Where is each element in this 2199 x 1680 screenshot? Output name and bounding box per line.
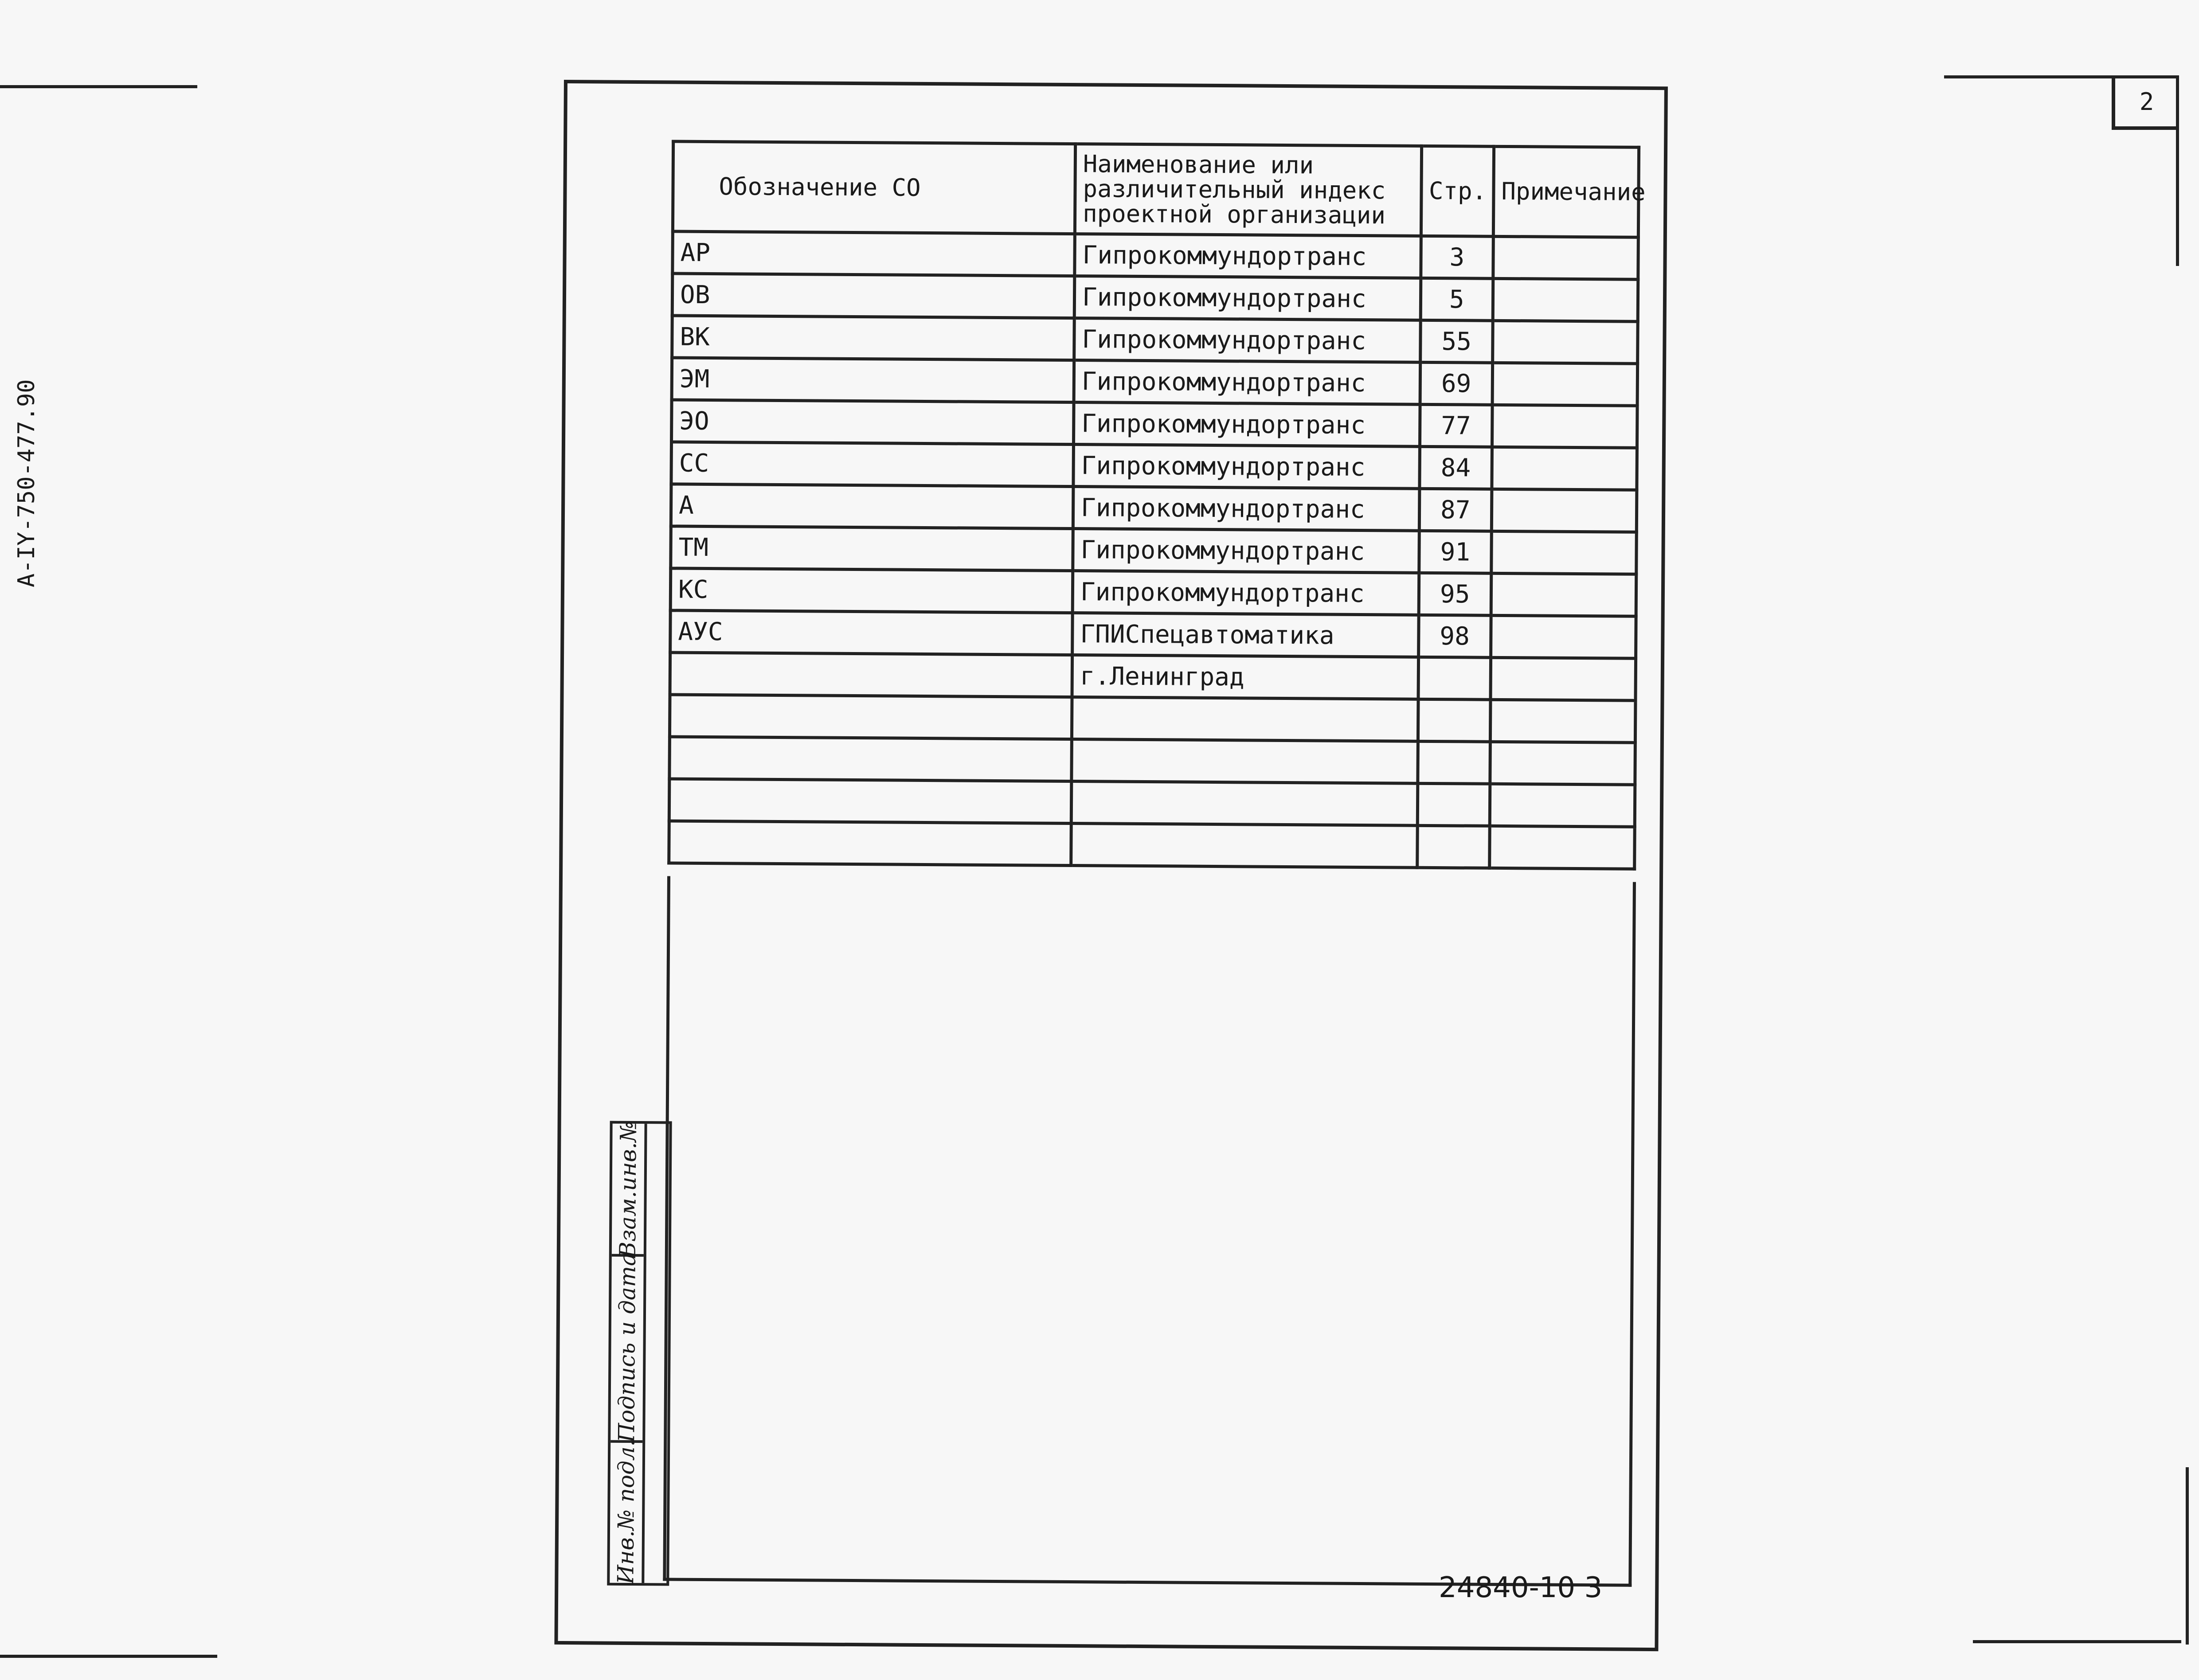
row-code — [669, 821, 1072, 866]
row-name — [1072, 739, 1418, 784]
table-header-row — [673, 141, 1639, 237]
row-note — [1492, 363, 1638, 406]
drawing-sheet-frame — [554, 80, 1668, 1651]
row-note — [1491, 657, 1636, 700]
table-row — [671, 484, 1637, 532]
header-note: Примечание — [1493, 146, 1639, 237]
row-page — [1418, 699, 1491, 742]
stamp-cell-signature — [610, 1253, 644, 1443]
row-name: Гипрокоммундортранс — [1074, 276, 1420, 320]
row-page: 5 — [1420, 278, 1493, 320]
row-note — [1490, 784, 1635, 827]
row-note — [1493, 278, 1638, 321]
row-code: КС — [670, 568, 1073, 613]
row-page: 98 — [1418, 615, 1491, 657]
table-row — [670, 568, 1636, 616]
side-stamp-block — [607, 1121, 672, 1586]
row-note — [1490, 699, 1636, 742]
row-name: Гипрокоммундортранс — [1072, 571, 1419, 615]
row-name: ГПИСпецавтоматика — [1072, 613, 1419, 657]
left-bottom-rule — [0, 1655, 217, 1658]
row-name: Гипрокоммундортранс — [1073, 445, 1420, 489]
table-row — [671, 526, 1637, 574]
header-name: Наименование или различительный индекс проектной организации — [1075, 144, 1421, 236]
table-row — [672, 358, 1638, 406]
row-page: 84 — [1419, 446, 1492, 489]
row-page: 69 — [1420, 362, 1493, 405]
specification-table — [667, 140, 1646, 870]
table-row — [669, 821, 1635, 869]
footer-document-number: 24840-10 3 — [1439, 1571, 1603, 1604]
row-page: 91 — [1419, 531, 1491, 573]
table-row — [672, 316, 1638, 363]
table-row — [669, 737, 1636, 785]
row-code: ОВ — [672, 273, 1075, 318]
left-top-rule — [0, 85, 197, 88]
document-code-label: A-IY-750-477.90 — [13, 379, 40, 587]
row-name: Гипрокоммундортранс — [1074, 360, 1420, 405]
row-page: 3 — [1420, 236, 1493, 278]
row-code: АР — [673, 231, 1075, 276]
row-name: Гипрокоммундортранс — [1075, 234, 1421, 278]
row-page: 77 — [1420, 404, 1492, 447]
table-row — [670, 652, 1636, 700]
row-code — [669, 779, 1072, 824]
table-row — [670, 610, 1636, 658]
row-page: 87 — [1419, 488, 1492, 531]
stamp-label-signature-date: Подпись и дата — [614, 1253, 641, 1443]
row-note — [1490, 742, 1636, 785]
row-page: 55 — [1420, 320, 1493, 363]
header-page: Стр. — [1421, 146, 1494, 236]
table-row — [672, 273, 1638, 321]
row-name: г.Ленинград — [1072, 655, 1418, 699]
row-code: А — [671, 484, 1073, 529]
row-page — [1417, 783, 1490, 826]
row-code: ВК — [672, 316, 1075, 360]
row-note — [1493, 236, 1639, 279]
row-note — [1491, 489, 1637, 532]
table-row — [673, 231, 1639, 279]
row-name: Гипрокоммундортранс — [1073, 487, 1419, 531]
row-note — [1490, 826, 1635, 869]
stamp-label-replacement-inv: Взам.инв.№ — [614, 1121, 642, 1258]
table-row — [671, 442, 1637, 490]
row-name — [1072, 697, 1418, 742]
table-row — [669, 695, 1636, 742]
right-bottom-rule — [1973, 1640, 2181, 1643]
row-code: ЭО — [672, 400, 1074, 445]
row-code: ТМ — [671, 526, 1073, 571]
row-code — [669, 737, 1072, 781]
inner-frame-body — [663, 876, 1636, 1586]
row-code: АУС — [670, 610, 1073, 655]
row-name: Гипрокоммундортранс — [1073, 529, 1419, 573]
row-note — [1492, 405, 1637, 448]
row-note — [1492, 447, 1637, 490]
row-note — [1491, 573, 1636, 616]
row-page — [1418, 657, 1491, 699]
row-note — [1493, 320, 1638, 363]
stamp-cell-replacement — [612, 1121, 645, 1258]
row-code: ЭМ — [672, 358, 1074, 402]
header-designation: Обозначение СО — [673, 141, 1075, 234]
row-page — [1417, 741, 1490, 784]
row-code: СС — [671, 442, 1074, 487]
row-name — [1071, 781, 1417, 826]
table-row — [669, 779, 1635, 827]
row-page: 95 — [1419, 573, 1491, 615]
row-name: Гипрокоммундортранс — [1074, 318, 1420, 363]
page-number: 2 — [2112, 78, 2178, 130]
row-name — [1071, 824, 1417, 868]
stamp-cell-original-inv — [610, 1439, 642, 1585]
stamp-label-original-inv: Инв.№ подл. — [613, 1439, 640, 1585]
row-note — [1491, 615, 1636, 658]
row-note — [1491, 531, 1637, 574]
right-bottom-vertical-rule — [2186, 1467, 2189, 1645]
row-name: Гипрокоммундортранс — [1074, 402, 1420, 447]
row-code — [670, 652, 1072, 697]
row-page — [1417, 825, 1490, 868]
table-row — [672, 400, 1638, 448]
row-code — [669, 695, 1072, 739]
